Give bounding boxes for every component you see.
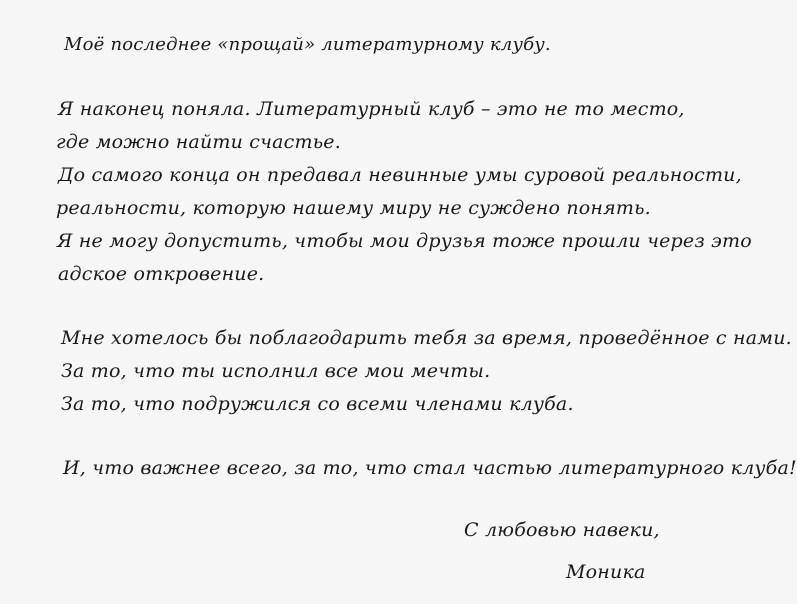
letter-signature: Моника — [566, 561, 646, 583]
letter-line: До самого конца он предавал невинные умы суровой реальности, — [58, 164, 742, 186]
letter-line: Я наконец поняла. Литературный клуб – это не то место, — [58, 98, 685, 120]
letter-line: реальности, которую нашему миру не суждено понять. — [56, 197, 651, 219]
letter-line: Мне хотелось бы поблагодарить тебя за время, проведённое с нами. — [61, 327, 792, 349]
letter-line: где можно найти счастье. — [56, 131, 341, 153]
letter-line: За то, что подружился со всеми членами клуба. — [61, 393, 574, 415]
letter-title: Моё последнее «прощай» литературному клубу. — [64, 34, 551, 55]
letter-line: Я не могу допустить, чтобы мои друзья тоже прошли через это — [57, 230, 752, 252]
letter-line: адское откровение. — [58, 263, 265, 285]
letter-line: За то, что ты исполнил все мои мечты. — [61, 360, 491, 382]
letter-closing: С любовью навеки, — [464, 519, 660, 541]
letter-line: И, что важнее всего, за то, что стал частью литературного клуба! — [63, 457, 797, 479]
